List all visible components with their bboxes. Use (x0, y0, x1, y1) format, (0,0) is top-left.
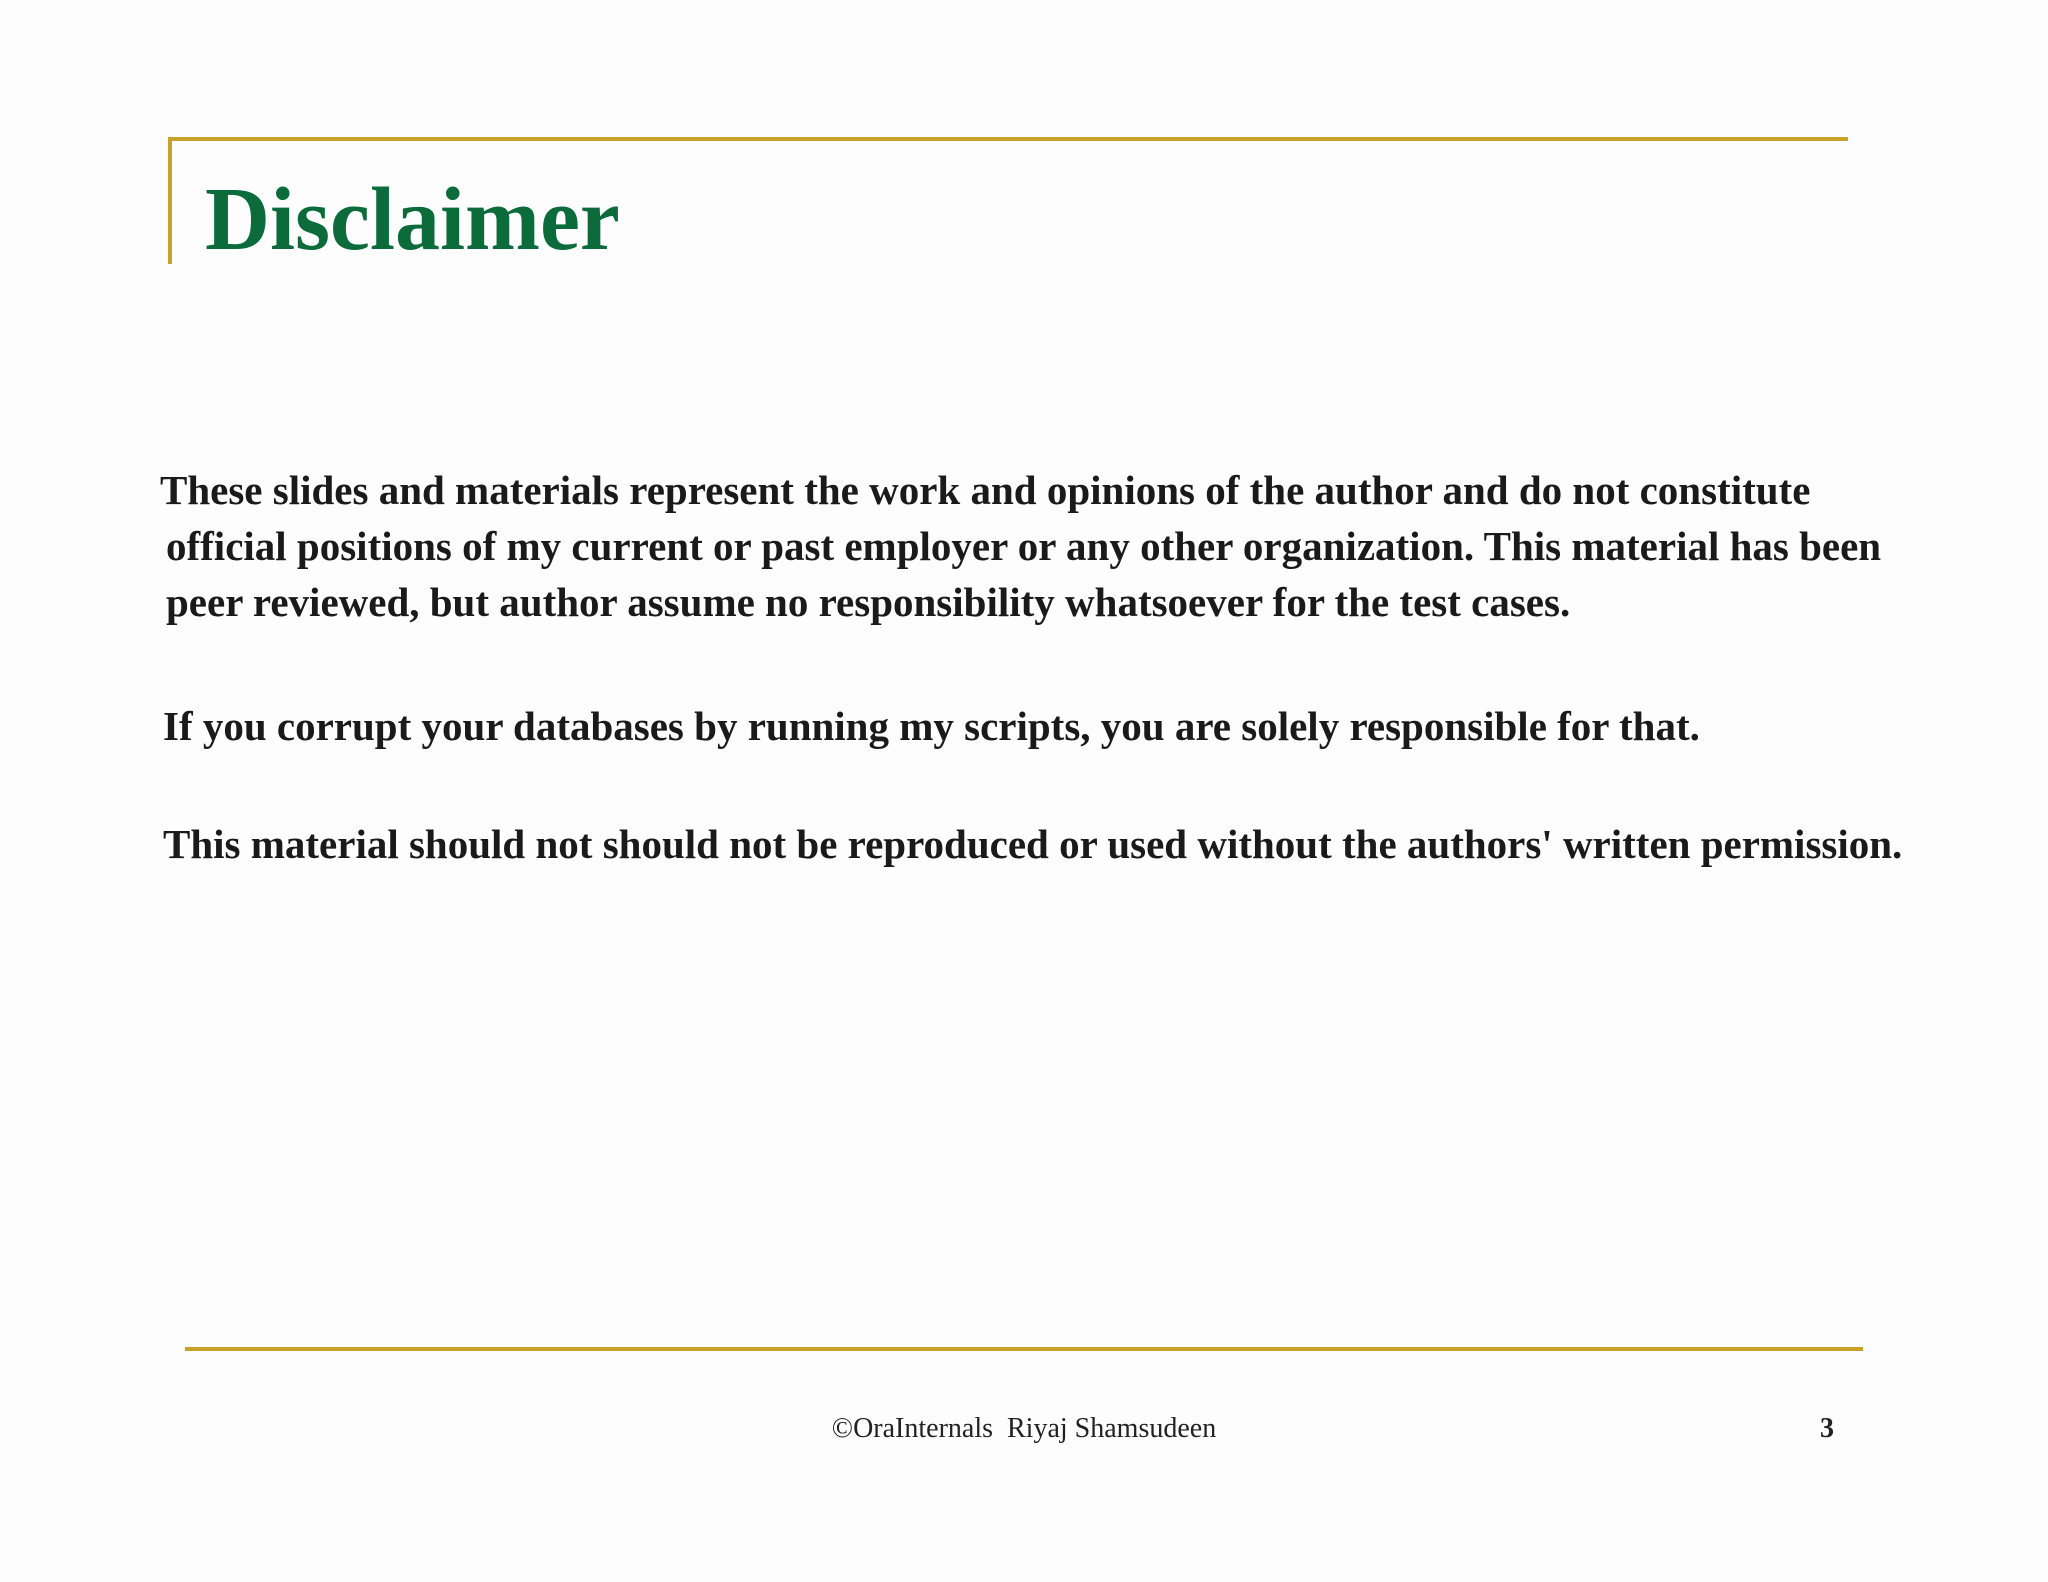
title-top-rule (168, 137, 1848, 141)
disclaimer-body (160, 462, 1940, 872)
slide-title: Disclaimer (205, 170, 620, 269)
disclaimer-paragraph-reproduction: This material should not should not be reproduced or used without the authors' written permission. (163, 821, 1903, 867)
title-left-rule (168, 137, 172, 264)
footer-copyright: ©OraInternals Riyaj Shamsudeen (831, 1413, 1217, 1444)
disclaimer-paragraph-responsibility: If you corrupt your databases by running my scripts, you are solely responsible for that. (163, 703, 1700, 749)
disclaimer-paragraph-opinions: These slides and materials represent the work and opinions of the author and do not constitute official positions of my current or past employer or any other organization. This material has been peer reviewed, but author assume no responsibility whatsoever for the test cases. (160, 467, 1882, 625)
footer-rule (185, 1347, 1863, 1351)
page-number: 3 (1820, 1413, 1834, 1444)
